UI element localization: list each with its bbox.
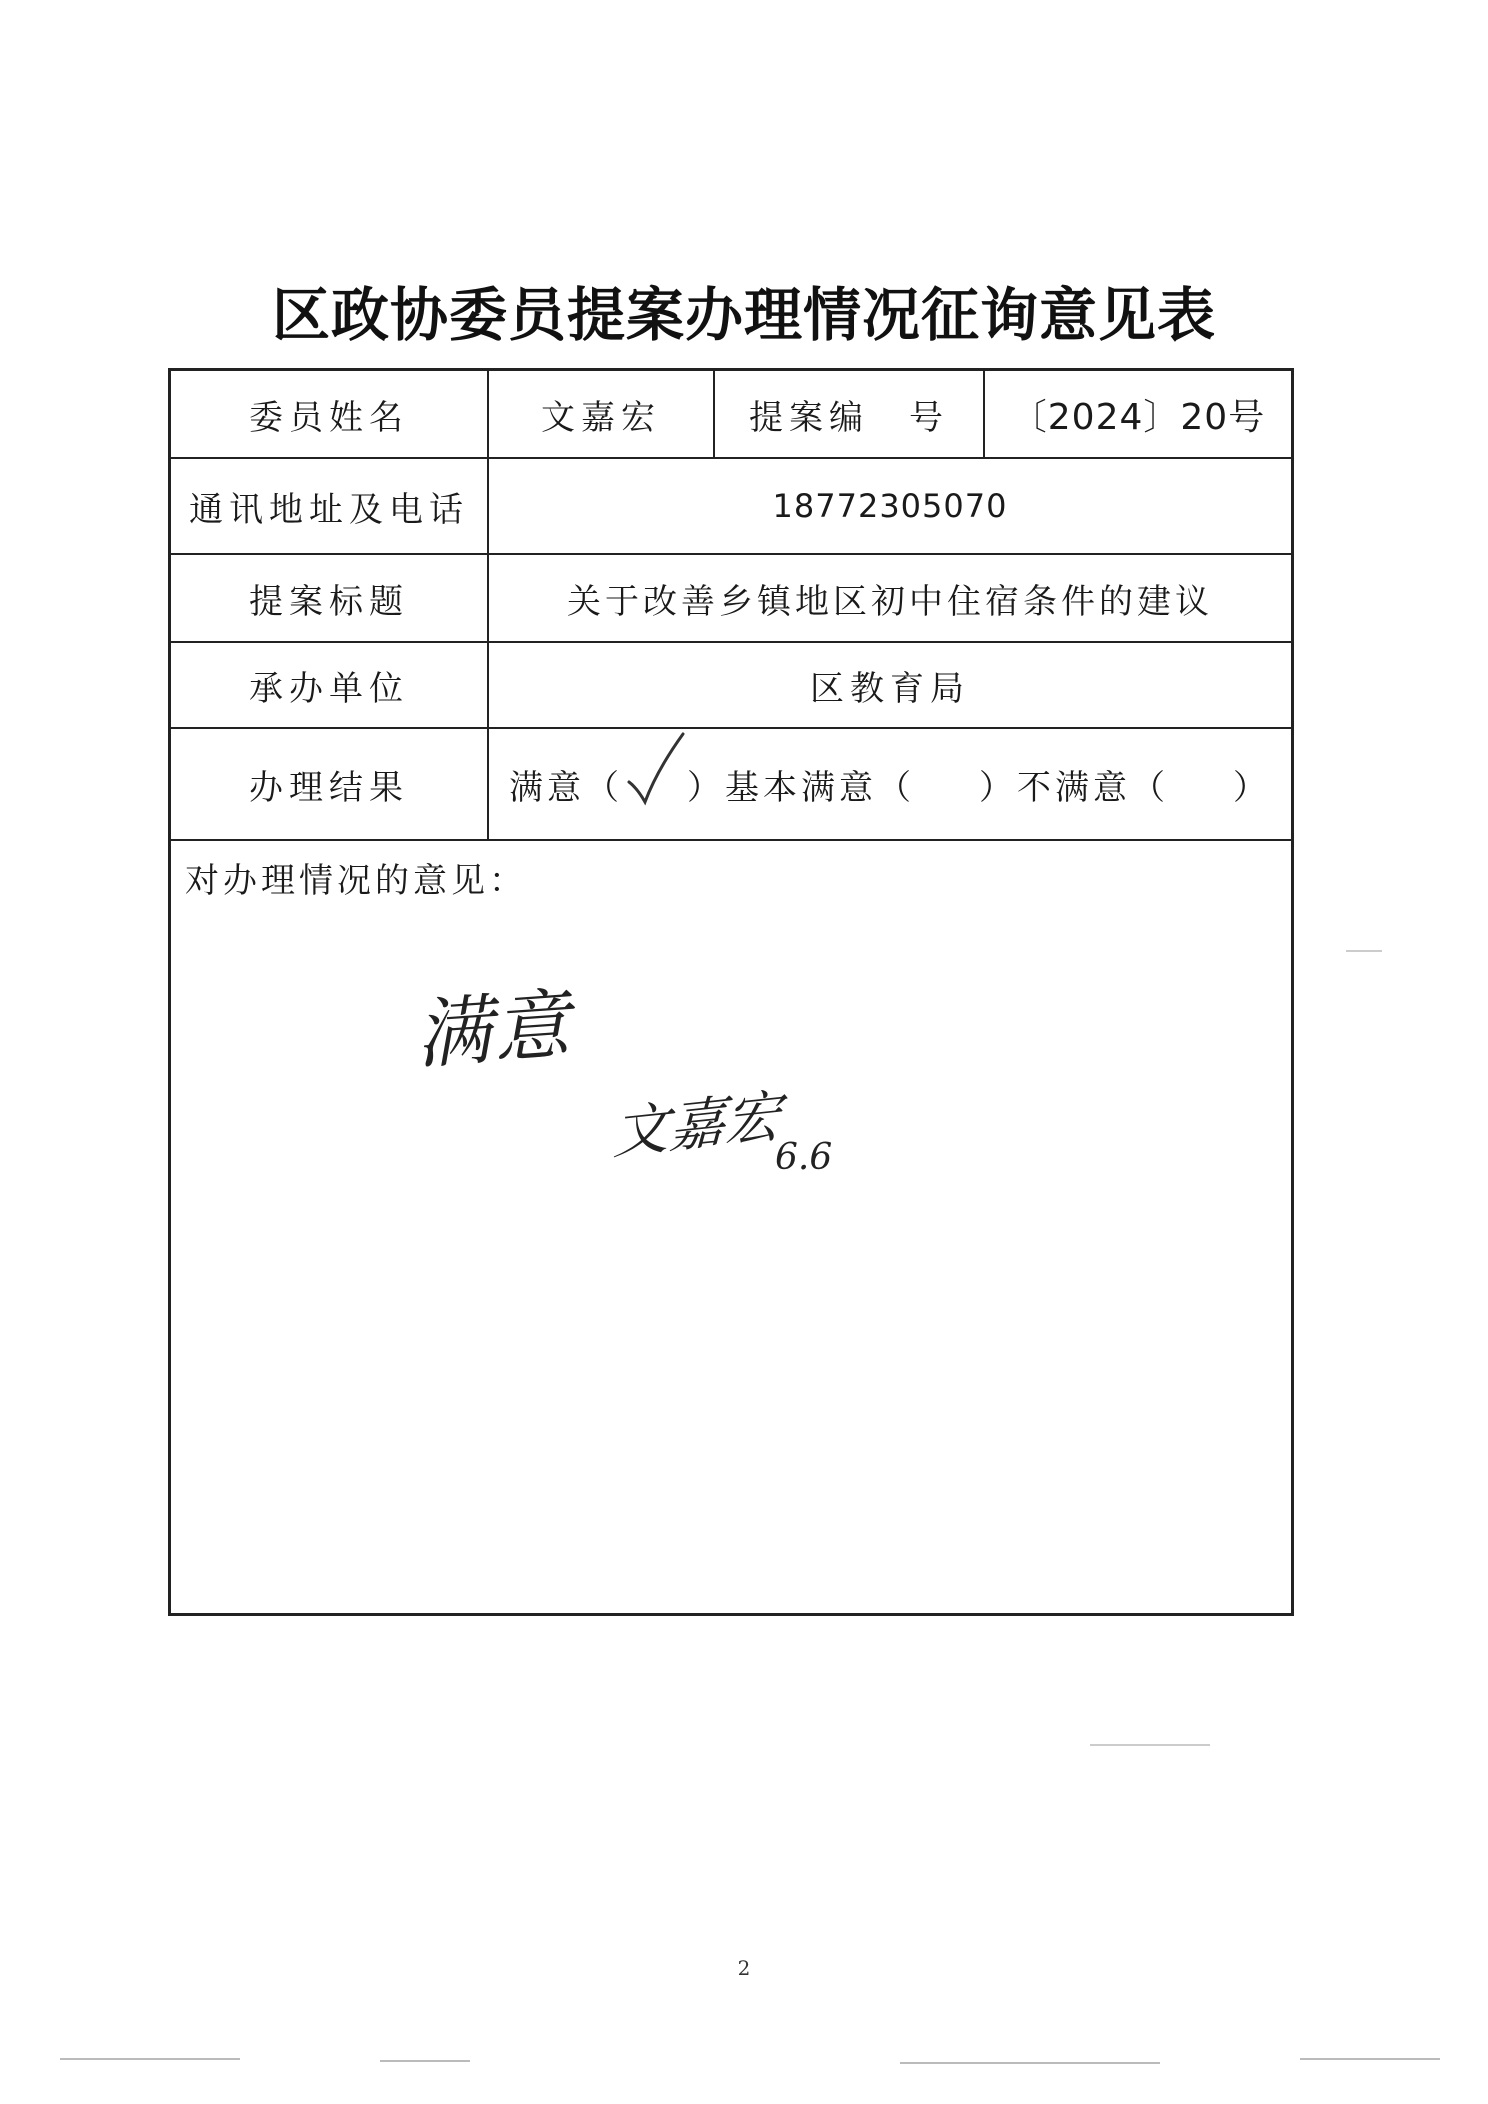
satisfaction-choices: [509, 760, 1271, 809]
option-not-satisfied-label: ）不满意（: [979, 767, 1169, 808]
opinion-form-table: [168, 368, 1294, 1616]
option-not-satisfied-check-area: [1169, 764, 1233, 804]
result-label: 办理结果: [171, 729, 489, 839]
option-satisfied-label: 满意（: [509, 767, 623, 808]
member-name-value: 文嘉宏: [489, 371, 715, 457]
contact-label: 通讯地址及电话: [171, 459, 489, 553]
page-number: 2: [737, 1956, 751, 1980]
row-handling-result: [171, 729, 1291, 841]
option-basic-satisfied-check-area: [915, 764, 979, 804]
opinion-label: 对办理情况的意见：: [185, 861, 527, 901]
scan-artifact: [1090, 1744, 1210, 1746]
result-options: [489, 729, 1291, 839]
row-proposal-title: [171, 555, 1291, 643]
handwritten-date: 6.6: [775, 1137, 833, 1178]
handwritten-signature: 文嘉宏: [612, 1083, 782, 1168]
scan-artifact: [1346, 950, 1382, 952]
scan-artifact: [1300, 2058, 1440, 2060]
row-handling-unit: [171, 643, 1291, 729]
handling-unit-value: 区教育局: [810, 668, 970, 709]
scan-artifact: [900, 2062, 1160, 2064]
handwritten-opinion: 满意: [412, 979, 575, 1080]
member-name-label: 委员姓名: [171, 371, 489, 457]
scan-artifact: [380, 2060, 470, 2062]
row-member-name: [171, 371, 1291, 459]
option-basic-satisfied-label: ）基本满意（: [687, 767, 915, 808]
contact-value: 18772305070: [772, 487, 1008, 525]
handling-unit-label: 承办单位: [171, 643, 489, 727]
option-close-paren: ）: [1233, 767, 1271, 808]
proposal-title-label: 提案标题: [171, 555, 489, 641]
document-title: 区政协委员提案办理情况征询意见表: [271, 281, 1216, 349]
proposal-no-label: 提案编 号: [715, 371, 985, 457]
scan-artifact: [60, 2058, 240, 2060]
checkmark-icon: [623, 730, 687, 810]
row-contact: [171, 459, 1291, 555]
proposal-title-value: 关于改善乡镇地区初中住宿条件的建议: [567, 581, 1213, 622]
proposal-no-value: 〔2024〕20号: [1010, 396, 1266, 438]
opinion-area: [171, 841, 1291, 1613]
option-satisfied-check-area: [623, 764, 687, 804]
